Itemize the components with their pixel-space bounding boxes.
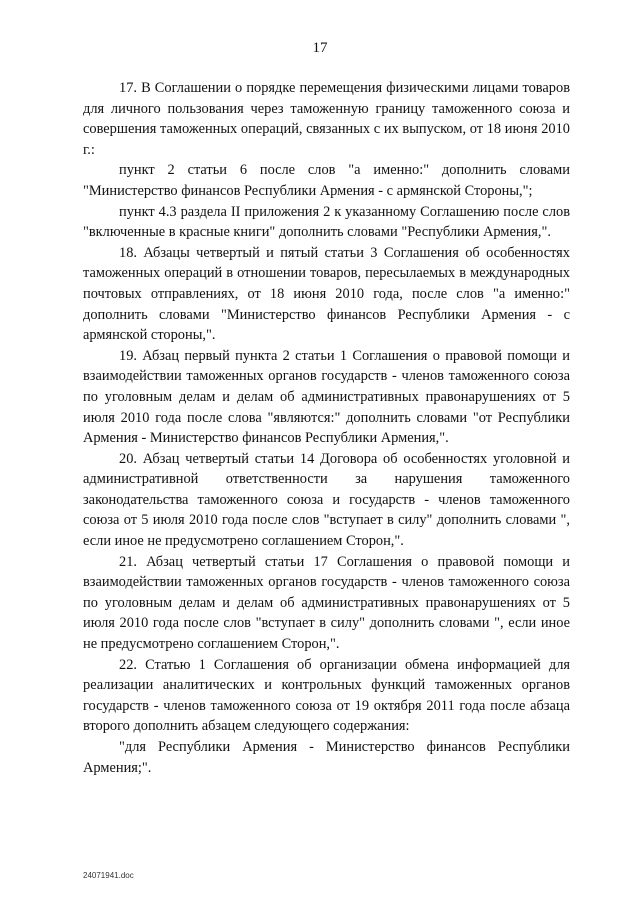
document-body — [83, 78, 570, 778]
paragraph-18: 18. Абзацы четвертый и пятый статьи 3 Соглашения об особенностях таможенных операций в отношении товаров, пересылаемых в международных почтовых отправлениях, от 18 июня 2010 года, после слов "а именно:" дополнить словами "Министерство финансов Республики Армения - с армянской стороны,". — [83, 244, 570, 344]
paragraph-17-item-2: пункт 4.3 раздела II приложения 2 к указанному Соглашению после слов "включенные в красные книги" дополнить словами "Республики Армения,". — [83, 203, 570, 241]
paragraph-21: 21. Абзац четвертый статьи 17 Соглашения о правовой помощи и взаимодействии таможенных органов государств - членов таможенного союза по уголовным делам и делам об административных правонарушениях от 5 июля 2010 года после слов "вступает в силу" дополнить словами ", если иное не предусмотрено соглашением Сторон,". — [83, 553, 570, 653]
paragraph-22-quote: "для Республики Армения - Министерство финансов Республики Армения;". — [83, 739, 570, 776]
paragraph-17: 17. В Соглашении о порядке перемещения физическими лицами товаров для личного пользования через таможенную границу таможенного союза и совершения таможенных операций, связанных с их выпуском, от 18 июня 2010 г.: — [83, 80, 570, 158]
paragraph-22: 22. Статью 1 Соглашения об организации обмена информацией для реализации аналитических и контрольных функций таможенных органов государств - членов таможенного союза от 19 октября 2011 года после абзаца второго дополнить абзацем следующего содержания: — [83, 656, 570, 735]
paragraph-17-item-1: пункт 2 статьи 6 после слов "а именно:" дополнить словами "Министерство финансов Республики Армения - с армянской Стороны,"; — [83, 162, 570, 199]
file-name-footer: 24071941.doc — [83, 871, 134, 880]
page-number: 17 — [312, 40, 328, 56]
paragraph-19: 19. Абзац первый пункта 2 статьи 1 Соглашения о правовой помощи и взаимодействии таможенных органов государств - членов таможенного союза по уголовным делам и делам об административных правонарушениях от 5 июля 2010 года после слова "являются:" дополнить словами "от Республики Армения - Министерство финансов Республики Армения,". — [83, 347, 570, 447]
paragraph-20: 20. Абзац четвертый статьи 14 Договора об особенностях уголовной и административной ответственности за нарушения таможенного законодательства таможенного союза и государств - членов таможенного союза от 5 июля 2010 года после слов "вступает в силу" дополнить словами ", если иное не предусмотрено соглашением Сторон,". — [83, 450, 570, 550]
